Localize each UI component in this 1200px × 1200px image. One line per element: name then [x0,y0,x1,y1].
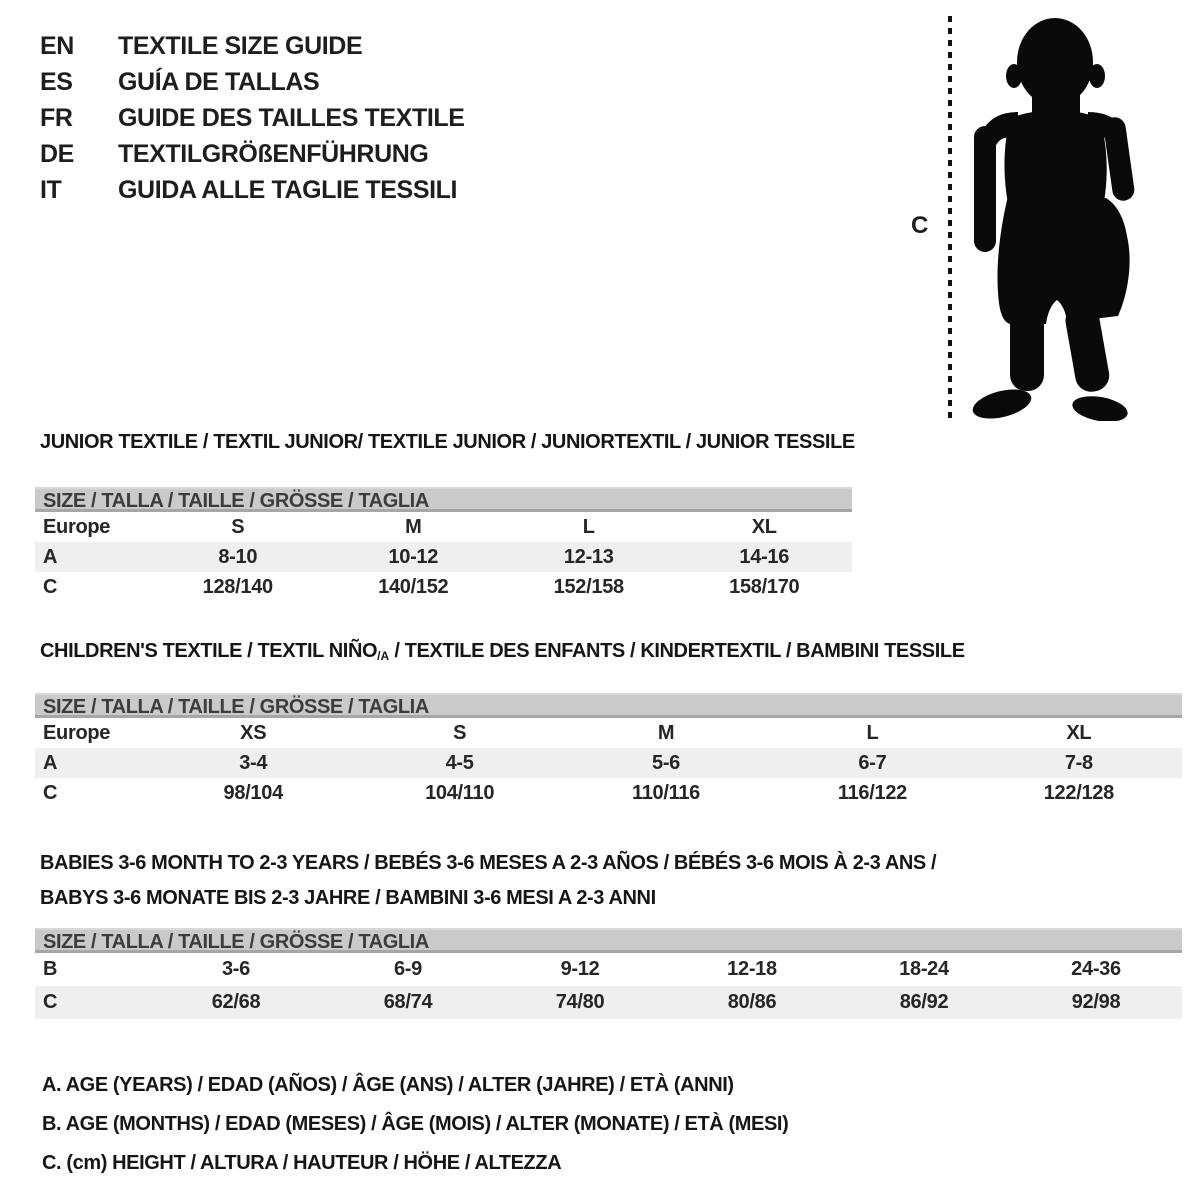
size-cell: M [657,721,675,744]
size-cell: S [453,721,467,744]
table-row-height [35,986,1182,1019]
guide-title: GUIDE DES TAILLES TEXTILE [118,104,465,132]
children-size-table [35,693,1182,808]
legend-line-a: A. AGE (YEARS) / EDAD (AÑOS) / ÂGE (ANS) / ALTER (JAHRE) / ETÀ (ANNI) [42,1074,734,1096]
value-cell: 80/86 [727,991,777,1013]
language-code: EN [40,32,74,60]
value-cell: 122/128 [1043,781,1114,804]
junior-size-table [35,487,852,602]
size-cell: L [582,515,595,538]
value-cell: 24-36 [1071,958,1121,980]
row-label: A [43,751,58,774]
size-cell: XL [751,515,777,538]
legend [42,1066,788,1183]
value-cell: 12-13 [563,545,614,568]
language-code: IT [40,176,62,204]
guide-title: TEXTILGRÖßENFÜHRUNG [118,140,429,168]
value-cell: 116/122 [837,781,907,804]
value-cell: 5-6 [652,751,681,774]
language-row-es [40,64,465,100]
size-cell: M [405,515,422,538]
value-cell: 74/80 [555,991,605,1013]
value-cell: 6-7 [858,751,887,774]
table-row-age [35,748,1182,778]
size-cell: XS [240,721,267,744]
value-cell: 98/104 [223,781,283,804]
value-cell: 9-12 [560,958,600,980]
value-cell: 104/110 [425,781,495,804]
section-heading-babies [40,846,936,916]
row-label: C [43,991,58,1013]
section-heading-junior: JUNIOR TEXTILE / TEXTIL JUNIOR/ TEXTILE JUNIOR / JUNIORTEXTIL / JUNIOR TESSILE [40,431,855,453]
guide-title: GUIDA ALLE TAGLIE TESSILI [118,176,458,204]
table-row-sizes [35,718,1182,748]
height-dotted-line [948,16,952,418]
legend-line-b: B. AGE (MONTHS) / EDAD (MESES) / ÂGE (MOIS) / ALTER (MONATE) / ETÀ (MESI) [42,1113,789,1135]
value-cell: 12-18 [727,958,777,980]
row-label: Europe [43,721,111,744]
value-cell: 62/68 [211,991,261,1013]
language-code: DE [40,140,74,168]
value-cell: 110/116 [632,781,701,804]
size-cell: XL [1066,721,1092,744]
babies-size-table [35,928,1182,1019]
heading-line-1: BABIES 3-6 MONTH TO 2-3 YEARS / BEBÉS 3-6 MESES A 2-3 AÑOS / BÉBÉS 3-6 MOIS À 2-3 ANS / [40,852,937,874]
value-cell: 128/140 [202,575,273,598]
value-cell: 8-10 [218,545,258,568]
value-cell: 14-16 [739,545,790,568]
value-cell: 158/170 [729,575,800,598]
size-header-bar: SIZE / TALLA / TAILLE / GRÖSSE / TAGLIA [35,928,1182,953]
language-row-it [40,172,465,208]
value-cell: 4-5 [445,751,474,774]
language-code: ES [40,68,73,96]
language-row-de [40,136,465,172]
row-label: C [43,575,58,598]
section-heading-children [40,640,965,663]
language-row-fr [40,100,465,136]
value-cell: 152/158 [553,575,624,598]
table-row-height [35,778,1182,808]
legend-line-c: C. (cm) HEIGHT / ALTURA / HAUTEUR / HÖHE / ALTEZZA [42,1152,562,1174]
size-header-bar: SIZE / TALLA / TAILLE / GRÖSSE / TAGLIA [35,693,1182,718]
value-cell: 3-6 [221,958,250,980]
value-cell: 7-8 [1064,751,1093,774]
value-cell: 6-9 [393,958,422,980]
height-figure [905,14,1165,426]
size-cell: S [231,515,245,538]
heading-line-2: BABYS 3-6 MONATE BIS 2-3 JAHRE / BAMBINI 3-6 MESI A 2-3 ANNI [40,887,656,909]
language-row-en [40,28,465,64]
value-cell: 10-12 [388,545,439,568]
value-cell: 68/74 [383,991,433,1013]
heading-text: / TEXTILE DES ENFANTS / KINDERTEXTIL / BAMBINI TESSILE [389,640,965,662]
guide-title: TEXTILE SIZE GUIDE [118,32,363,60]
row-label: Europe [43,515,111,538]
table-row-sizes [35,512,852,542]
size-header-bar: SIZE / TALLA / TAILLE / GRÖSSE / TAGLIA [35,487,852,512]
toddler-silhouette-icon [970,14,1145,421]
row-label: C [43,781,58,804]
table-row-months [35,953,1182,986]
value-cell: 3-4 [239,751,268,774]
height-label-c: C [911,212,929,239]
title-block [40,28,465,208]
row-label: A [43,545,58,568]
table-row-height [35,572,852,602]
row-label: B [43,958,58,980]
value-cell: 92/98 [1071,991,1121,1013]
heading-subscript: /A [377,649,390,663]
heading-text: CHILDREN'S TEXTILE / TEXTIL NIÑO [40,640,378,662]
value-cell: 140/152 [378,575,449,598]
guide-title: GUÍA DE TALLAS [118,68,320,96]
value-cell: 86/92 [899,991,949,1013]
value-cell: 18-24 [899,958,949,980]
language-code: FR [40,104,73,132]
size-cell: L [866,721,879,744]
table-row-age [35,542,852,572]
